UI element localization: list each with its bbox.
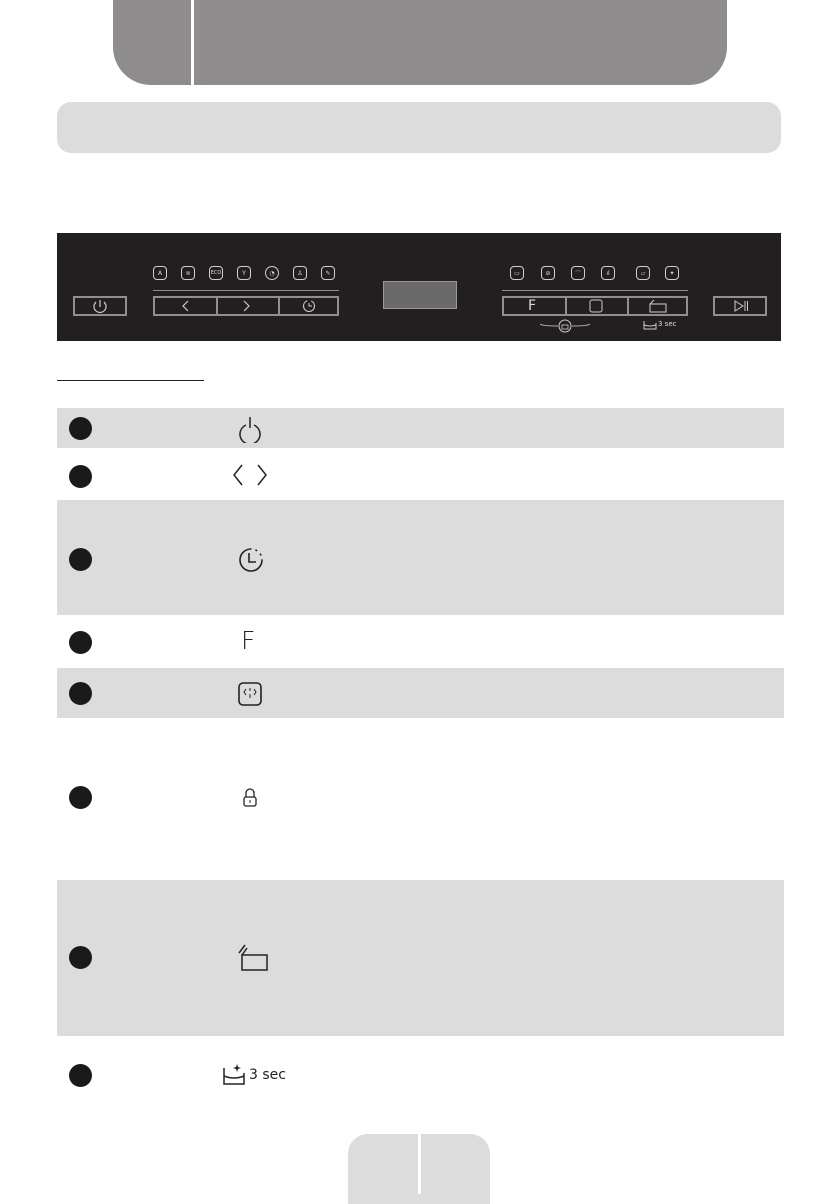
mixed-program-icon: ♙ <box>293 266 307 280</box>
power-icon <box>75 298 125 314</box>
legend-row-power <box>57 408 784 448</box>
extra-dry-icon: ⌒ <box>571 266 585 280</box>
section-underline <box>57 380 204 381</box>
legend-row-spray <box>57 668 784 718</box>
function-icon: F <box>241 626 256 655</box>
chevron-right-icon[interactable] <box>217 298 277 314</box>
intensive-program-icon: ≋ <box>181 266 195 280</box>
door-open-button-icon[interactable] <box>628 298 688 314</box>
bullet-dot <box>69 548 92 571</box>
option-button-group <box>502 296 688 316</box>
auto-door-icon: ▱ <box>636 266 650 280</box>
header-divider <box>191 0 194 85</box>
bullet-dot <box>69 631 92 654</box>
page-header-tab <box>113 0 727 85</box>
footer-divider <box>418 1134 421 1194</box>
eco-label: ECO <box>210 270 222 276</box>
rinse-aid-icon <box>222 1062 246 1086</box>
sanitize-icon: ıl <box>601 266 615 280</box>
half-load-icon: ⊘ <box>541 266 555 280</box>
rinse-program-icon: ✎ <box>321 266 335 280</box>
time-display <box>383 281 457 309</box>
bullet-dot <box>69 786 92 809</box>
glass-program-icon: Y <box>237 266 251 280</box>
play-pause-icon <box>715 298 765 314</box>
option-divider <box>502 290 688 291</box>
rinse-aid-hold-icon <box>643 318 657 330</box>
program-button-group <box>153 296 339 316</box>
delay-timer-icon <box>235 545 265 575</box>
lock-icon <box>240 788 260 810</box>
bullet-dot <box>69 465 92 488</box>
lock-combo-icon <box>540 318 590 334</box>
delay-timer-icon[interactable] <box>279 298 339 314</box>
start-pause-button[interactable] <box>713 296 767 316</box>
legend-row-door <box>57 880 784 1036</box>
function-button[interactable]: F <box>528 298 537 314</box>
eco-program-icon <box>209 266 223 280</box>
door-open-icon <box>235 943 269 973</box>
hold-duration-label: 3 sec <box>249 1067 286 1083</box>
spray-button-icon[interactable] <box>566 298 626 314</box>
program-divider <box>153 290 339 291</box>
hold-duration-label: 3 sec <box>658 320 677 328</box>
bullet-dot <box>69 1064 92 1087</box>
legend-row-delay <box>57 500 784 615</box>
power-icon <box>235 415 265 443</box>
bullet-dot <box>69 417 92 440</box>
auto-program-icon: A <box>153 266 167 280</box>
bullet-dot <box>69 946 92 969</box>
rinse-aid-indicator-icon: ✦ <box>665 266 679 280</box>
spray-icon <box>235 680 265 708</box>
bullet-dot <box>69 682 92 705</box>
arrows-icon <box>230 462 272 490</box>
power-button[interactable] <box>73 296 127 316</box>
upper-basket-icon: ▭ <box>510 266 524 280</box>
quick-program-icon: ◔ <box>265 266 279 280</box>
section-title-bar <box>57 102 781 153</box>
